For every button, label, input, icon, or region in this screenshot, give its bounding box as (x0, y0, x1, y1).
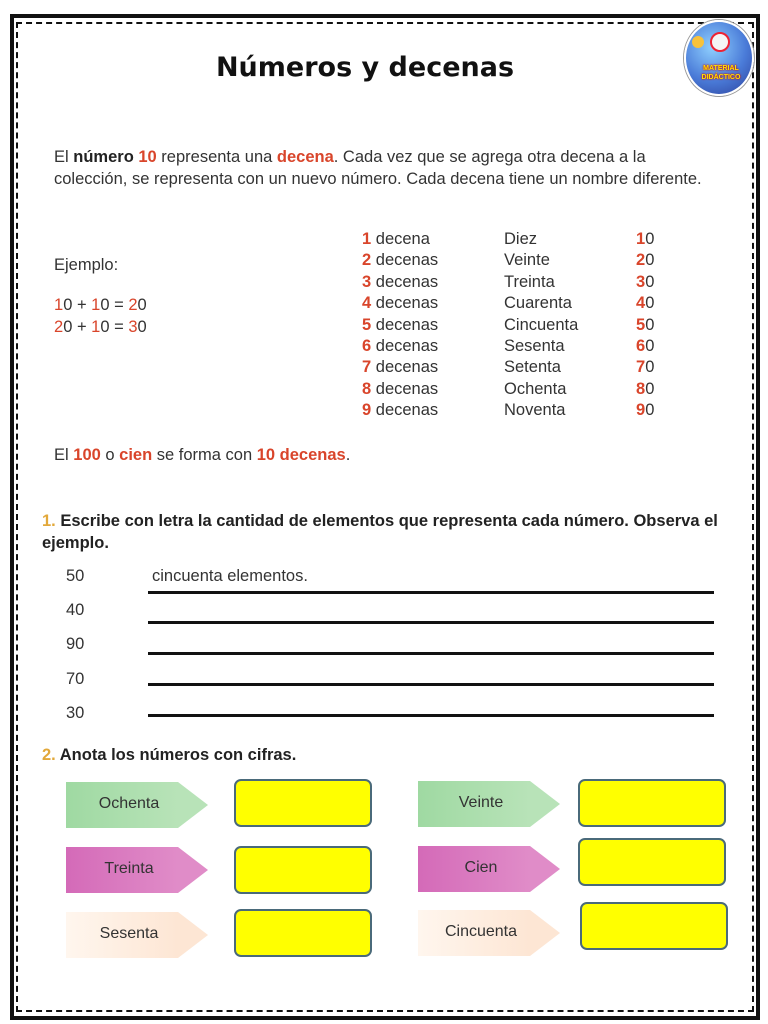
answer-line[interactable] (148, 621, 714, 624)
answer-line[interactable] (148, 683, 714, 686)
planet-icon (692, 36, 704, 48)
material-didactico-logo (684, 20, 754, 96)
decenas-row: 3 decenas Treinta 30 (362, 272, 655, 291)
cien-sentence: El 100 o cien se forma con 10 decenas. (54, 446, 351, 464)
number-word-tag: Sesenta (66, 912, 208, 958)
question-2: 2. Anota los números con cifras. (42, 746, 297, 764)
answer-box[interactable] (234, 909, 372, 957)
exercise-number: 40 (66, 601, 85, 619)
exercise-number: 50 (66, 567, 85, 585)
answer-box[interactable] (578, 779, 726, 827)
question-1: 1. Escribe con letra la cantidad de elementos que representa cada número. Observa el ejemplo. (42, 512, 718, 552)
example-label: Ejemplo: (54, 256, 119, 274)
page-title: Números y decenas (215, 52, 515, 83)
answer-line[interactable] (148, 714, 714, 717)
astronaut-icon (710, 32, 730, 52)
answer-box[interactable] (234, 779, 372, 827)
number-word-tag: Cien (418, 846, 560, 892)
number-word-tag: Cincuenta (418, 910, 560, 956)
decenas-row: 7 decenas Setenta 70 (362, 358, 655, 377)
decenas-row: 4 decenas Cuarenta 40 (362, 294, 655, 313)
answer-line[interactable] (148, 652, 714, 655)
decenas-row: 2 decenas Veinte 20 (362, 251, 655, 270)
answer-box[interactable] (580, 902, 728, 950)
decenas-row: 9 decenas Noventa 90 (362, 401, 655, 420)
intro-paragraph: El número 10 representa una decena. Cada vez que se agrega otra decena a la colección, se representa con un nuevo número. Cada decena tiene un nombre diferente. (54, 148, 702, 188)
exercise-number: 30 (66, 704, 85, 722)
example-sum-1: 10 + 10 = 20 (54, 296, 147, 314)
decenas-row: 6 decenas Sesenta 60 (362, 337, 655, 355)
logo-text: MATERIAL DIDÁCTICO (701, 65, 741, 81)
answer-box[interactable] (578, 838, 726, 886)
number-word-tag: Veinte (418, 781, 560, 827)
exercise-number: 70 (66, 670, 85, 688)
example-answer: cincuenta elementos. (152, 567, 308, 585)
answer-line[interactable] (148, 591, 714, 594)
example-sum-2: 20 + 10 = 30 (54, 318, 147, 336)
number-word-tag: Treinta (66, 847, 208, 893)
number-word-tag: Ochenta (66, 782, 208, 828)
answer-box[interactable] (234, 846, 372, 894)
exercise-number: 90 (66, 635, 85, 653)
decenas-row: 8 decenas Ochenta 80 (362, 379, 655, 398)
decenas-row: 1 decena Diez 10 (362, 230, 655, 248)
decenas-row: 5 decenas Cincuenta 50 (362, 315, 655, 334)
